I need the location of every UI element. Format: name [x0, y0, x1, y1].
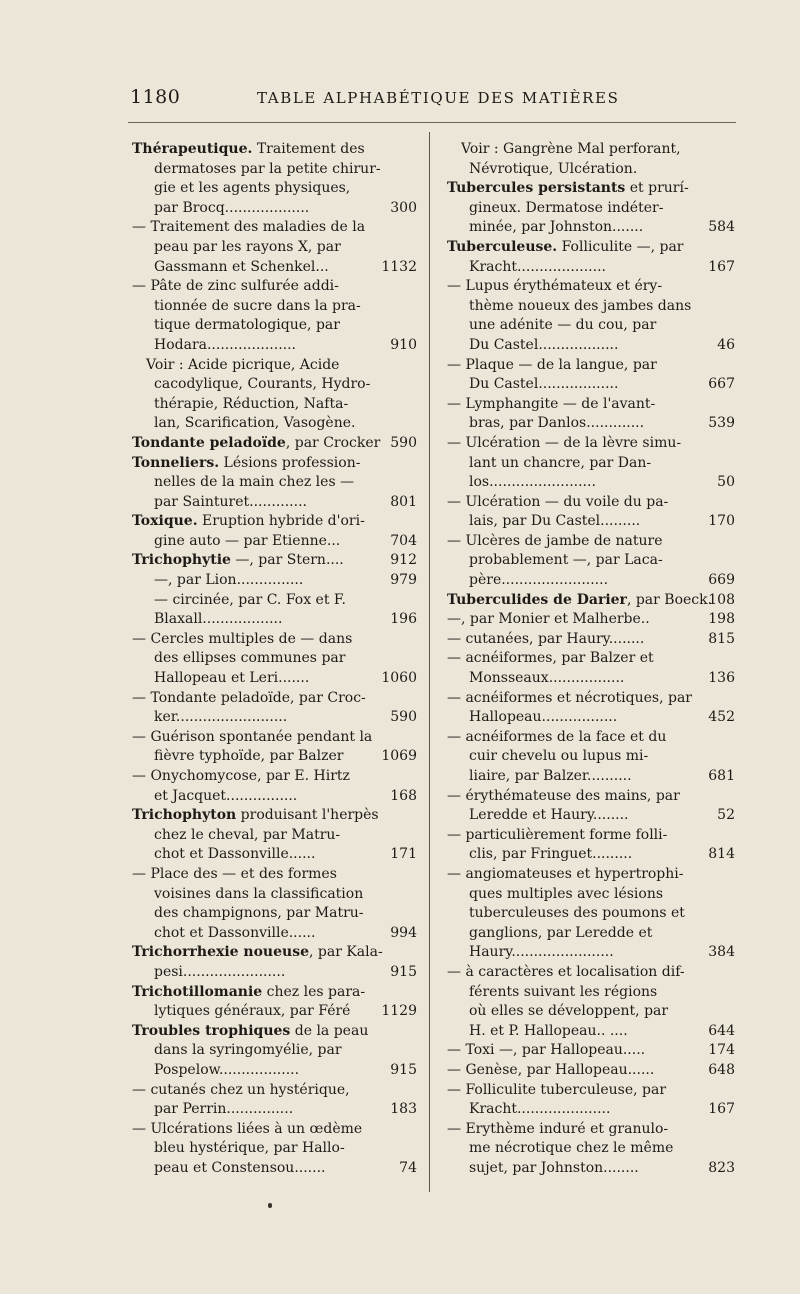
index-entry-text: lytiques généraux, par Féré — [154, 1003, 351, 1020]
index-page-ref: 198 — [708, 611, 735, 628]
index-page-ref: 167 — [708, 1101, 735, 1118]
index-line — [447, 1159, 735, 1179]
index-line — [447, 238, 735, 258]
index-page-ref: 196 — [390, 611, 417, 628]
index-entry-text: — Ulcération — du voile du pa- — [447, 493, 669, 510]
index-page-ref: 912 — [390, 552, 417, 569]
index-entry-text: —, par Monier et Malherbe.. — [447, 611, 650, 628]
index-entry-text: Thérapeutique. Traitement des — [132, 141, 365, 157]
index-entry-text: férents suivant les régions — [469, 983, 658, 1000]
ink-speck — [268, 1203, 272, 1208]
index-page-ref: 167 — [708, 258, 735, 275]
index-line — [447, 747, 735, 767]
index-line — [132, 1081, 417, 1101]
index-page-ref: 910 — [390, 336, 417, 353]
index-line — [132, 336, 417, 356]
index-line — [132, 199, 417, 219]
index-line — [447, 845, 735, 865]
index-line — [132, 1002, 417, 1022]
index-line — [132, 689, 417, 709]
index-line — [447, 571, 735, 591]
index-line — [132, 1100, 417, 1120]
index-line — [132, 1120, 417, 1140]
index-page-ref: 168 — [390, 787, 417, 804]
index-entry-text: par Brocq................... — [154, 199, 310, 216]
index-line — [132, 551, 417, 571]
index-entry-text: — érythémateuse des mains, par — [447, 787, 680, 804]
index-line — [447, 924, 735, 944]
index-line — [132, 904, 417, 924]
index-line — [447, 356, 735, 376]
index-entry-text: — Genèse, par Hallopeau...... — [447, 1061, 655, 1078]
index-entry-text: Tondante peladoïde, par Crocker — [132, 434, 381, 451]
index-entry-text: des champignons, par Matru- — [154, 905, 364, 922]
index-line — [447, 610, 735, 630]
index-entry-text: — Toxi —, par Hallopeau..... — [447, 1042, 646, 1059]
index-entry-text: —, par Lion............... — [154, 572, 304, 589]
index-line — [132, 316, 417, 336]
index-line — [447, 277, 735, 297]
index-entry-text: sujet, par Johnston........ — [469, 1159, 639, 1176]
index-entry-text: — acnéiformes et nécrotiques, par — [447, 689, 692, 706]
index-line — [447, 434, 735, 454]
index-entry-text: — acnéiformes, par Balzer et — [447, 650, 654, 667]
index-entry-text: Kracht..................... — [469, 1101, 611, 1118]
index-entry-text: des ellipses communes par — [154, 650, 346, 667]
index-entry-text: — Lupus érythémateux et éry- — [447, 278, 663, 295]
index-page-ref: 823 — [708, 1159, 735, 1176]
index-line — [132, 669, 417, 689]
index-entry-text: Gassmann et Schenkel... — [154, 258, 329, 275]
index-entry-text: — Plaque — de la langue, par — [447, 356, 657, 373]
index-page-ref: 136 — [708, 670, 735, 687]
index-line — [132, 258, 417, 278]
index-entry-text: cuir chevelu ou lupus mi- — [469, 748, 649, 765]
index-entry-text: thérapie, Réduction, Nafta- — [154, 395, 349, 412]
index-entry-text: tuberculeuses des poumons et — [469, 905, 685, 922]
index-line — [132, 1139, 417, 1159]
index-line — [132, 434, 417, 454]
index-entry-text: chot et Dassonville...... — [154, 924, 316, 941]
index-line — [132, 532, 417, 552]
index-entry-text: liaire, par Balzer.......... — [469, 768, 632, 784]
index-line — [132, 924, 417, 944]
index-line — [447, 336, 735, 356]
index-entry-text: — circinée, par C. Fox et F. — [154, 591, 346, 608]
page-number: 1180 — [130, 86, 181, 108]
index-entry-text: Du Castel.................. — [469, 376, 619, 393]
index-entry-text: peau et Constensou....... — [154, 1159, 326, 1176]
index-line — [132, 1061, 417, 1081]
index-page-ref: 1069 — [381, 748, 417, 765]
index-entry-text: — acnéiformes de la face et du — [447, 728, 667, 745]
index-entry-text: — Lymphangite — de l'avant- — [447, 395, 656, 412]
index-line — [447, 1139, 735, 1159]
index-page-ref: 915 — [390, 963, 417, 980]
index-page-ref: 704 — [390, 532, 417, 549]
index-page-ref: 644 — [708, 1022, 735, 1039]
index-line — [447, 316, 735, 336]
index-entry-text: lan, Scarification, Vasogène. — [154, 415, 356, 432]
index-page-ref: 46 — [717, 336, 735, 353]
index-page-ref: 74 — [399, 1159, 417, 1176]
index-line — [132, 630, 417, 650]
index-entry-text: par Sainturet............. — [154, 493, 307, 510]
index-line — [447, 512, 735, 532]
index-entry-text: Hallopeau et Leri....... — [154, 670, 310, 687]
index-page-ref: 171 — [390, 846, 417, 863]
index-line — [132, 610, 417, 630]
index-page-ref: 108 — [708, 591, 735, 608]
index-entry-text: Kracht.................... — [469, 258, 606, 275]
index-page-ref: 669 — [708, 572, 735, 589]
index-page-ref: 681 — [708, 768, 735, 784]
index-entry-text: Voir : Acide picrique, Acide — [146, 356, 340, 373]
index-entry-text: — particulièrement forme folli- — [447, 826, 668, 843]
index-entry-text: H. et P. Hallopeau.. .... — [469, 1022, 628, 1039]
index-line — [132, 963, 417, 983]
index-line — [447, 963, 735, 983]
index-line — [447, 179, 735, 199]
index-line — [447, 767, 735, 787]
index-line — [132, 747, 417, 767]
index-line — [447, 983, 735, 1003]
index-entry-text: Tuberculides de Darier, par Boeck. — [447, 591, 713, 608]
index-line — [447, 806, 735, 826]
index-entry-text: Hodara.................... — [154, 336, 296, 353]
index-line — [447, 649, 735, 669]
index-line — [447, 943, 735, 963]
index-page-ref: 174 — [708, 1042, 735, 1059]
index-line — [132, 649, 417, 669]
index-entry-text: gineux. Dermatose indéter- — [469, 199, 664, 216]
index-entry-text: tionnée de sucre dans la pra- — [154, 297, 361, 314]
index-line — [132, 356, 417, 376]
index-page-ref: 183 — [390, 1101, 417, 1118]
index-page-ref: 814 — [708, 846, 735, 863]
index-page-ref: 50 — [717, 474, 735, 491]
index-line — [447, 414, 735, 434]
index-line — [447, 1100, 735, 1120]
index-entry-text: Hallopeau................. — [469, 709, 618, 726]
index-entry-text: clis, par Fringuet......... — [469, 846, 633, 863]
index-entry-text: — Tondante peladoïde, par Croc- — [132, 689, 366, 706]
index-entry-text: — Cercles multiples de — dans — [132, 630, 353, 647]
index-page-ref: 590 — [390, 434, 417, 451]
index-line — [447, 1022, 735, 1042]
index-line — [132, 826, 417, 846]
header-rule — [128, 122, 736, 123]
index-entry-text: Tuberculeuse. Folliculite —, par — [447, 238, 684, 255]
index-entry-text: Pospelow.................. — [154, 1061, 300, 1078]
index-entry-text: Toxique. Eruption hybride d'ori- — [132, 513, 365, 530]
index-line — [132, 493, 417, 513]
index-line — [447, 258, 735, 278]
index-entry-text: — cutanées, par Haury........ — [447, 630, 645, 647]
index-entry-text: minée, par Johnston....... — [469, 219, 644, 236]
index-line — [132, 1022, 417, 1042]
index-line — [447, 1120, 735, 1140]
index-line — [132, 140, 417, 160]
index-entry-text: lant un chancre, par Dan- — [469, 454, 652, 471]
index-entry-text: — angiomateuses et hypertrophi- — [447, 865, 684, 882]
index-line — [447, 297, 735, 317]
index-line — [447, 454, 735, 474]
index-page-ref: 994 — [390, 924, 417, 941]
index-entry-text: lais, par Du Castel......... — [469, 513, 641, 530]
index-line — [447, 1061, 735, 1081]
index-line — [447, 885, 735, 905]
index-entry-text: dans la syringomyélie, par — [154, 1042, 342, 1059]
index-page-ref: 979 — [390, 572, 417, 589]
index-entry-text: Monsseaux................. — [469, 670, 625, 687]
index-line — [132, 767, 417, 787]
index-entry-text: fièvre typhoïde, par Balzer — [154, 748, 344, 765]
index-entry-text: ganglions, par Leredde et — [469, 924, 653, 941]
index-line — [132, 297, 417, 317]
index-page-ref: 300 — [390, 199, 417, 216]
index-entry-text: — Ulcération — de la lèvre simu- — [447, 434, 682, 451]
index-entry-text: Tonneliers. Lésions profession- — [132, 454, 361, 471]
index-page-ref: 667 — [708, 376, 735, 393]
index-page-ref: 1132 — [381, 258, 417, 275]
index-entry-text: et Jacquet................ — [154, 787, 298, 804]
index-line — [447, 395, 735, 415]
index-line — [132, 983, 417, 1003]
index-entry-text: — Pâte de zinc sulfurée addi- — [132, 278, 339, 295]
index-page-ref: 584 — [708, 219, 735, 236]
index-entry-text: Trichorrhexie noueuse, par Kala- — [132, 944, 383, 961]
index-line — [447, 375, 735, 395]
index-line — [132, 787, 417, 807]
index-line — [447, 473, 735, 493]
index-page-ref: 384 — [708, 944, 735, 961]
column-divider — [429, 132, 430, 1192]
page-header — [130, 86, 735, 112]
index-page-ref: 590 — [390, 709, 417, 726]
index-line — [132, 414, 417, 434]
index-line — [447, 1081, 735, 1101]
index-entry-text: gine auto — par Etienne... — [154, 532, 341, 549]
index-entry-text: Trichophyton produisant l'herpès — [132, 807, 379, 824]
index-line — [447, 708, 735, 728]
index-page-ref: 1129 — [381, 1003, 417, 1020]
index-line — [132, 512, 417, 532]
index-line — [132, 806, 417, 826]
index-entry-text: nelles de la main chez les — — [154, 474, 355, 491]
running-title: TABLE ALPHABÉTIQUE DES MATIÈRES — [257, 89, 620, 107]
index-line — [132, 728, 417, 748]
index-line — [447, 218, 735, 238]
index-line — [447, 728, 735, 748]
index-line — [132, 277, 417, 297]
index-entry-text: thème noueux des jambes dans — [469, 297, 692, 314]
index-entry-text: dermatoses par la petite chirur- — [154, 160, 381, 177]
index-entry-text: los........................ — [469, 474, 596, 491]
index-entry-text: — Erythème induré et granulo- — [447, 1120, 669, 1137]
index-entry-text: Névrotique, Ulcération. — [469, 160, 638, 177]
index-entry-text: — Guérison spontanée pendant la — [132, 728, 373, 745]
index-line — [132, 160, 417, 180]
index-line — [132, 885, 417, 905]
index-entry-text: — Folliculite tuberculeuse, par — [447, 1081, 667, 1098]
index-line — [132, 179, 417, 199]
index-entry-text: chot et Dassonville...... — [154, 846, 316, 863]
index-line — [447, 551, 735, 571]
index-line — [132, 454, 417, 474]
index-entry-text: probablement —, par Laca- — [469, 552, 663, 569]
index-entry-text: pesi....................... — [154, 963, 286, 980]
index-line — [447, 1041, 735, 1061]
index-line — [447, 787, 735, 807]
index-entry-text: bleu hystérique, par Hallo- — [154, 1140, 345, 1157]
index-entry-text: Troubles trophiques de la peau — [132, 1022, 369, 1039]
index-line — [447, 669, 735, 689]
index-entry-text: — Onychomycose, par E. Hirtz — [132, 768, 350, 784]
index-line — [132, 375, 417, 395]
index-entry-text: père........................ — [469, 572, 609, 589]
index-line — [132, 591, 417, 611]
index-entry-text: cacodylique, Courants, Hydro- — [154, 376, 371, 393]
index-entry-text: Blaxall.................. — [154, 611, 283, 628]
index-line — [132, 943, 417, 963]
index-entry-text: par Perrin............... — [154, 1101, 294, 1118]
index-column-left — [132, 140, 417, 1178]
index-page-ref: 539 — [708, 415, 735, 432]
index-entry-text: Leredde et Haury........ — [469, 807, 629, 824]
index-line — [447, 591, 735, 611]
index-entry-text: Du Castel.................. — [469, 336, 619, 353]
index-line — [132, 473, 417, 493]
index-line — [132, 1041, 417, 1061]
index-line — [447, 199, 735, 219]
index-entry-text: me nécrotique chez le même — [469, 1140, 674, 1157]
index-page-ref: 648 — [708, 1061, 735, 1078]
index-entry-text: Trichophytie —, par Stern.... — [132, 552, 344, 569]
index-entry-text: une adénite — du cou, par — [469, 317, 657, 334]
index-page-ref: 52 — [717, 807, 735, 824]
index-entry-text: — Traitement des maladies de la — [132, 219, 366, 236]
index-entry-text: tique dermatologique, par — [154, 317, 340, 334]
index-line — [132, 238, 417, 258]
index-entry-text: Tubercules persistants et prurí- — [447, 180, 689, 197]
index-line — [447, 532, 735, 552]
index-entry-text: — cutanés chez un hystérique, — [132, 1081, 350, 1098]
index-entry-text: peau par les rayons X, par — [154, 238, 341, 255]
index-page-ref: 1060 — [381, 670, 417, 687]
index-line — [447, 493, 735, 513]
index-line — [447, 630, 735, 650]
index-entry-text: ques multiples avec lésions — [469, 885, 664, 902]
index-page-ref: 915 — [390, 1061, 417, 1078]
index-entry-text: où elles se développent, par — [469, 1003, 669, 1020]
index-entry-text: — Place des — et des formes — [132, 865, 337, 882]
index-line — [132, 395, 417, 415]
index-page-ref: 801 — [390, 493, 417, 510]
index-line — [132, 218, 417, 238]
index-line — [447, 904, 735, 924]
index-line — [132, 1159, 417, 1179]
index-line — [132, 708, 417, 728]
index-entry-text: chez le cheval, par Matru- — [154, 826, 341, 843]
index-line — [447, 826, 735, 846]
index-column-right — [447, 140, 735, 1178]
index-line — [132, 865, 417, 885]
index-page-ref: 452 — [708, 709, 735, 726]
index-entry-text: ker......................... — [154, 709, 288, 726]
index-line — [447, 1002, 735, 1022]
index-line — [447, 160, 735, 180]
index-line — [132, 571, 417, 591]
index-entry-text: Voir : Gangrène Mal perforant, — [461, 141, 681, 157]
index-page-ref: 815 — [708, 630, 735, 647]
index-page-ref: 170 — [708, 513, 735, 530]
index-entry-text: Trichotillomanie chez les para- — [132, 983, 366, 1000]
index-entry-text: — Ulcérations liées à un œdème — [132, 1120, 363, 1137]
index-entry-text: Haury....................... — [469, 944, 614, 961]
index-entry-text: — Ulcères de jambe de nature — [447, 532, 663, 549]
index-entry-text: bras, par Danlos............. — [469, 415, 645, 432]
index-line — [447, 140, 735, 160]
index-line — [447, 865, 735, 885]
index-entry-text: gie et les agents physiques, — [154, 180, 351, 197]
index-line — [447, 689, 735, 709]
index-entry-text: — à caractères et localisation dif- — [447, 963, 685, 980]
index-line — [132, 845, 417, 865]
index-entry-text: voisines dans la classification — [154, 885, 364, 902]
